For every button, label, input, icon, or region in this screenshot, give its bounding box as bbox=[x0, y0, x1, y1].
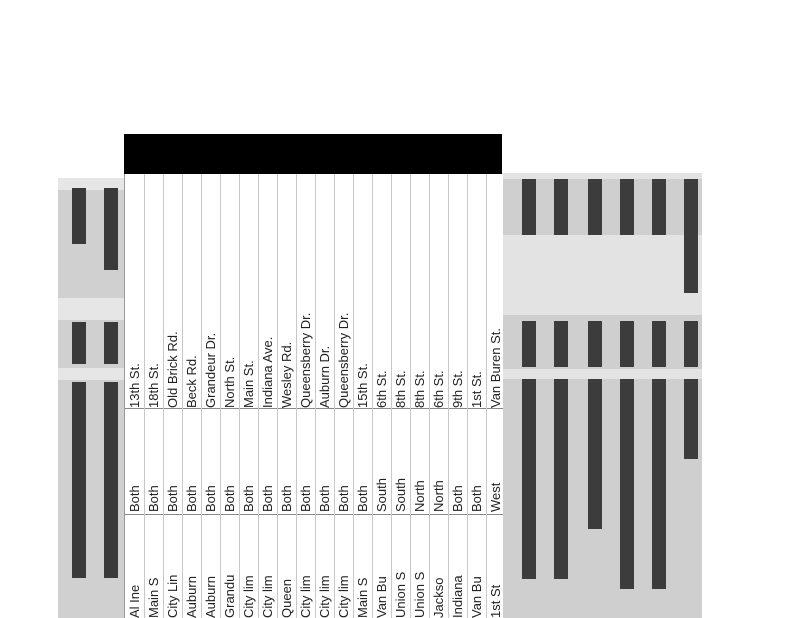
table-row bbox=[239, 174, 259, 618]
table-cell-ref: Indiana bbox=[450, 575, 465, 618]
table-cell-street: Main St. bbox=[241, 360, 256, 408]
strip-bar bbox=[620, 179, 634, 235]
strip-band bbox=[58, 298, 124, 320]
strip-bar bbox=[104, 382, 118, 578]
table-cell-ref: City lim bbox=[241, 575, 256, 618]
table-cell-side: Both bbox=[450, 485, 465, 512]
strip-band bbox=[502, 369, 702, 379]
table-cell-side: Both bbox=[146, 485, 161, 512]
strip-bar bbox=[684, 321, 698, 367]
table-cell-ref: Main S bbox=[146, 577, 161, 618]
table-cell-side: North bbox=[431, 480, 446, 512]
table-row bbox=[334, 174, 354, 618]
table-cell-side: Both bbox=[298, 485, 313, 512]
table-cell-ref: City Lin bbox=[165, 574, 180, 618]
table-cell-street: 8th St. bbox=[393, 370, 408, 408]
table-cell-street: 6th St. bbox=[431, 370, 446, 408]
table-cell-side: Both bbox=[241, 485, 256, 512]
table-row bbox=[258, 174, 278, 618]
strip-bar bbox=[684, 379, 698, 459]
strip-bar bbox=[554, 321, 568, 367]
table-cell-ref: Al Ine bbox=[127, 584, 142, 618]
table-cell-ref: Queen bbox=[279, 578, 294, 618]
strip-bar bbox=[554, 179, 568, 235]
strip-bar bbox=[72, 322, 86, 364]
table-cell-side: Both bbox=[165, 485, 180, 512]
table-cell-ref: Auburn bbox=[203, 576, 218, 618]
strip-bar bbox=[652, 379, 666, 589]
strip-bar bbox=[620, 321, 634, 367]
strip-bar bbox=[620, 379, 634, 589]
strip-bar bbox=[588, 379, 602, 529]
strip-bar bbox=[588, 179, 602, 235]
table-cell-ref: Auburn bbox=[184, 576, 199, 618]
strip-bar bbox=[684, 179, 698, 293]
table-cell-ref: City lim bbox=[317, 575, 332, 618]
table-row bbox=[391, 174, 411, 618]
table-row bbox=[144, 174, 164, 618]
table-row bbox=[486, 174, 503, 618]
table-cell-side: Both bbox=[260, 485, 275, 512]
table-cell-side: Both bbox=[336, 485, 351, 512]
table-cell-street: Indiana Ave. bbox=[260, 336, 275, 408]
table-cell-street: 15th St. bbox=[355, 363, 370, 408]
table-row bbox=[448, 174, 468, 618]
street-table bbox=[124, 174, 503, 618]
table-cell-side: Both bbox=[184, 485, 199, 512]
table-cell-street: Van Buren St. bbox=[488, 328, 503, 408]
table-cell-street: 9th St. bbox=[450, 370, 465, 408]
table-cell-ref: City lim bbox=[336, 575, 351, 618]
table-cell-street: Grandeur Dr. bbox=[203, 332, 218, 408]
table-row bbox=[201, 174, 221, 618]
left-side-strip bbox=[58, 178, 124, 618]
table-cell-ref: Grandu bbox=[222, 574, 237, 618]
table-cell-street: 18th St. bbox=[146, 363, 161, 408]
table-row bbox=[372, 174, 392, 618]
table-header-band bbox=[124, 134, 502, 174]
table-cell-side: West bbox=[488, 482, 503, 512]
strip-bar bbox=[652, 179, 666, 235]
table-cell-street: Queensberry Dr. bbox=[336, 312, 351, 408]
table-cell-side: North bbox=[412, 480, 427, 512]
table-row bbox=[277, 174, 297, 618]
table-cell-side: South bbox=[374, 478, 389, 512]
right-side-strip bbox=[502, 173, 702, 618]
table-cell-street: 6th St. bbox=[374, 370, 389, 408]
table-cell-street: 8th St. bbox=[412, 370, 427, 408]
strip-bar bbox=[652, 321, 666, 367]
table-cell-street: North St. bbox=[222, 356, 237, 408]
table-cell-street: 13th St. bbox=[127, 363, 142, 408]
table-cell-side: Both bbox=[279, 485, 294, 512]
table-cell-ref: Main S bbox=[355, 577, 370, 618]
table-cell-street: Old Brick Rd. bbox=[165, 331, 180, 408]
table-row bbox=[353, 174, 373, 618]
table-row bbox=[410, 174, 430, 618]
strip-bar bbox=[72, 188, 86, 244]
table-row bbox=[467, 174, 487, 618]
table-cell-street: Wesley Rd. bbox=[279, 341, 294, 408]
table-cell-ref: Jackso bbox=[431, 577, 446, 618]
table-cell-side: Both bbox=[127, 485, 142, 512]
table-cell-ref: City lim bbox=[260, 575, 275, 618]
strip-band bbox=[58, 368, 124, 380]
table-row bbox=[182, 174, 202, 618]
table-row bbox=[296, 174, 316, 618]
table-cell-street: Auburn Dr. bbox=[317, 345, 332, 408]
strip-bar bbox=[554, 379, 568, 579]
table-cell-ref: City lim bbox=[298, 575, 313, 618]
table-row bbox=[429, 174, 449, 618]
strip-bar bbox=[72, 382, 86, 578]
strip-bar bbox=[522, 321, 536, 367]
strip-bar bbox=[588, 321, 602, 367]
table-cell-ref: Union S bbox=[412, 571, 427, 618]
table-cell-street: Queensberry Dr. bbox=[298, 312, 313, 408]
table-cell-ref: Van Bu bbox=[469, 576, 484, 618]
strip-bar bbox=[522, 179, 536, 235]
table-row bbox=[163, 174, 183, 618]
table-cell-ref: Union S bbox=[393, 571, 408, 618]
faint-title bbox=[300, 28, 580, 54]
strip-bar bbox=[522, 379, 536, 579]
strip-band bbox=[502, 235, 702, 315]
table-cell-ref: 1st St bbox=[488, 584, 503, 618]
table-cell-side: Both bbox=[317, 485, 332, 512]
strip-bar bbox=[104, 188, 118, 270]
table-row bbox=[125, 174, 145, 618]
table-cell-side: South bbox=[393, 478, 408, 512]
table-row bbox=[220, 174, 240, 618]
table-cell-side: Both bbox=[355, 485, 370, 512]
table-cell-side: Both bbox=[203, 485, 218, 512]
table-cell-street: 1st St. bbox=[469, 371, 484, 408]
table-cell-street: Beck Rd. bbox=[184, 355, 199, 408]
table-cell-side: Both bbox=[469, 485, 484, 512]
table-row bbox=[315, 174, 335, 618]
table-cell-ref: Van Bu bbox=[374, 576, 389, 618]
table-cell-side: Both bbox=[222, 485, 237, 512]
strip-bar bbox=[104, 322, 118, 364]
